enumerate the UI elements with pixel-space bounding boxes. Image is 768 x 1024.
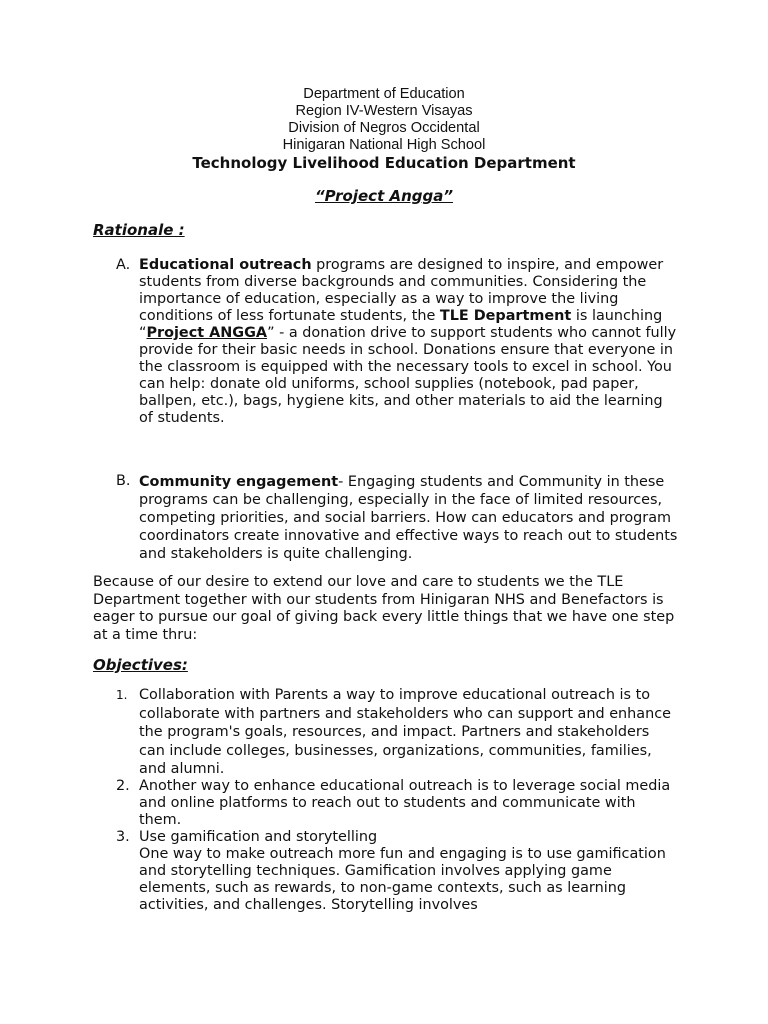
objective-item-2: Another way to enhance educational outreach is to leverage social media and online platforms to reach out to students and communicate with them.: [139, 778, 671, 828]
objective-item-1: Collaboration with Parents a way to improve educational outreach is to collaborate with partners and stakeholders who can support and enhance the program's goals, resources, and impact. Partners and stakeholders can include colleges, businesses, organizations, communities, families, and alumni.: [139, 687, 672, 777]
rationale-marker-b: B.: [116, 473, 131, 489]
rationale-item-a: [139, 257, 679, 427]
item-a-dept: TLE Department: [439, 308, 572, 324]
header-line-department: Department of Education: [303, 86, 465, 102]
item-b-text: - Engaging students and Community in these programs can be challenging, especially in the face of limited resources, competing priorities, and social barriers. How can educators and program coordinators create innovative and effective ways to reach out to students and stakeholders is quite challenging.: [139, 474, 678, 562]
item-a-project: Project ANGGA: [146, 325, 268, 341]
rationale-heading: Rationale :: [93, 221, 185, 239]
item-a-lead: Educational outreach: [139, 257, 312, 273]
project-title: “Project Angga”: [314, 187, 454, 205]
rationale-item-b: [139, 473, 679, 563]
document-header: [0, 86, 768, 173]
header-line-school: Hinigaran National High School: [282, 137, 486, 153]
objective-3-text: One way to make outreach more fun and engaging is to use gamification and storytelling techniques. Gamification involves applying game elements, such as rewards, to non-game contexts, such as learning activities, and challenges. Storytelling involves: [139, 846, 666, 913]
objective-3-title: Use gamification and storytelling: [139, 829, 378, 845]
rationale-marker-a: A.: [116, 257, 131, 273]
objectives-heading: Objectives:: [93, 656, 188, 674]
item-b-lead: Community engagement: [139, 474, 339, 490]
header-line-region: Region IV-Western Visayas: [295, 103, 473, 119]
item-a-text3: ” - a donation drive to support students who cannot fully provide for their basic needs in school. Donations ensure that everyone in the classroom is equipped with the necessary tools to excel in school. You can help: donate old uniforms, school supplies (notebook, pad paper, ballpen, etc.), bags, hygiene kits, and other materials to aid the learning of students.: [139, 325, 677, 426]
header-line-division: Division of Negros Occidental: [288, 120, 480, 136]
objective-marker-2: 2.: [116, 778, 130, 794]
objective-marker-1: 1.: [116, 688, 128, 702]
objective-marker-3: 3.: [116, 829, 130, 845]
item-a-text2: is launching “: [139, 308, 663, 341]
item-a-text1: programs are designed to inspire, and empower students from diverse backgrounds and communities. Considering the importance of education, especially as a way to improve the living conditions of less fortunate students, the: [139, 257, 664, 324]
objective-item-3: [139, 829, 679, 914]
closing-paragraph: Because of our desire to extend our love and care to students we the TLE Department together with our students from Hinigaran NHS and Benefactors is eager to pursue our goal of giving back every little things that we have one step at a time thru:: [93, 574, 675, 643]
header-department-title: Technology Livelihood Education Department: [192, 154, 576, 172]
